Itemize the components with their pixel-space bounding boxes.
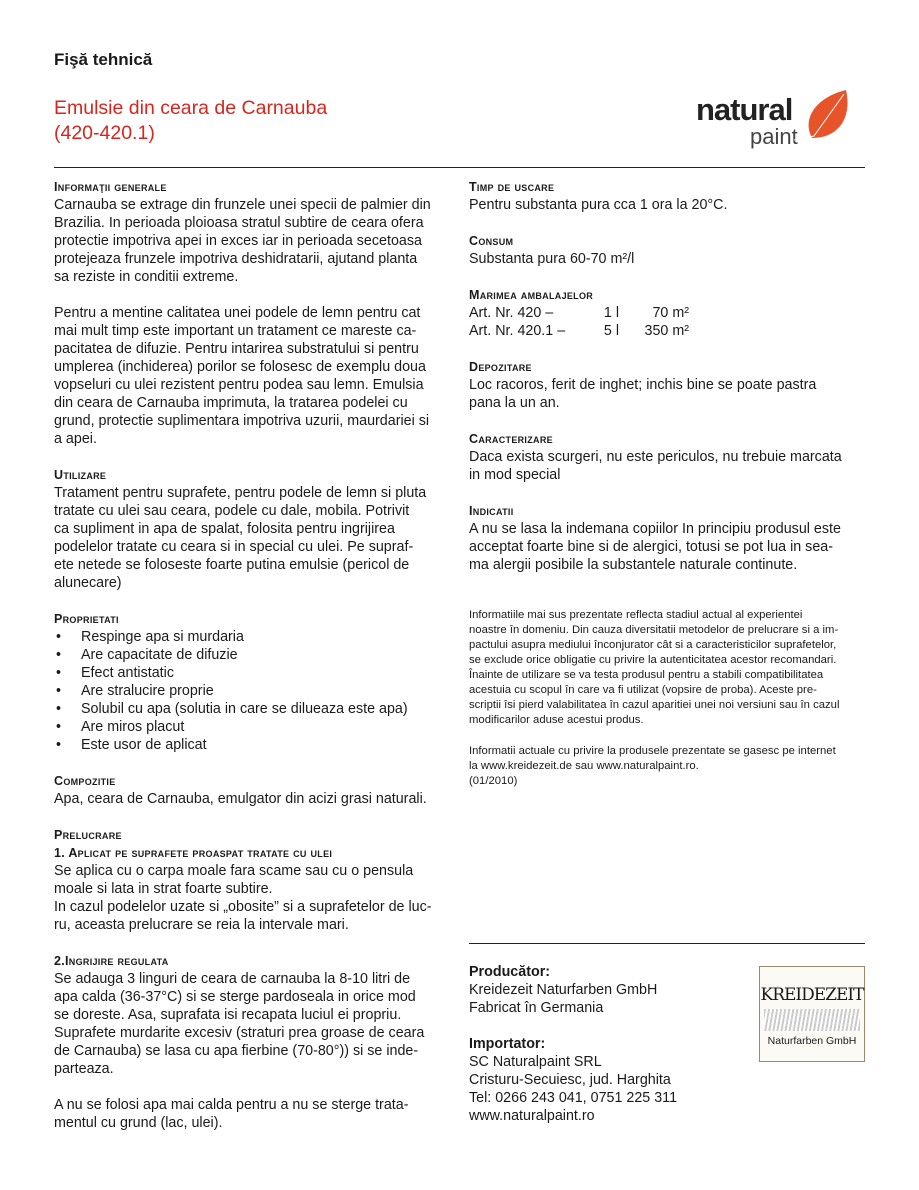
use-heading: Utilizare: [54, 468, 107, 482]
coverage: 350 m²: [644, 323, 689, 339]
art-number: Art. Nr. 420 –: [469, 305, 554, 321]
properties-list: [54, 628, 459, 754]
processing-text-3: A nu se folosi apa mai calda pentru a nu se sterge trata- mentul cu grund (lac, ulei).: [54, 1097, 409, 1131]
use-text: Tratament pentru suprafete, pentru podele de lemn si pluta tratate cu ulei sau ceara, podele cu dale, mobila. Potrivit ca supliment in apa de spalat, folosita pentru ingrijirea podelelor tratate cu ceara si in special cu ulei. Pe supraf- ete netede se foloseste foarte putina emulsie (pericol de alunecare): [54, 485, 427, 591]
processing-text-2: Se adauga 3 linguri de ceara de carnauba la 8-10 litri de apa calda (36-37°C) si se sterge pardoseala in orice mod se doreste. Asa, suprafata isi recapata luciul ei propriu. Suprafete murdarite excesiv (straturi prea groase de ceara de Carnauba) se lasa cu apa fierbine (70-80°)) si se inde- parteaza.: [54, 971, 425, 1077]
producer-heading: Producător:: [469, 964, 551, 980]
importer-heading: Importator:: [469, 1036, 546, 1052]
document-type: Fişă tehnică: [54, 50, 153, 69]
list-item: • Solubil cu apa (solutia in care se dilueaza este apa): [54, 700, 459, 718]
processing-heading: Prelucrare: [54, 828, 122, 842]
general-text-1: Carnauba se extrage din frunzele unei specii de palmier din Brazilia. In perioada ploioasa stratul subtire de ceara ofera protectie impotriva apei in exces iar in perioada secetoasa protejeaza frunzele impotriva deshidratarii, ajutand planta sa reziste in conditii extreme.: [54, 197, 431, 285]
general-text-2: Pentru a mentine calitatea unei podele de lemn pentru cat mai mult timp este important un tratament ce mareste ca- pacitatea de difuzie. Pentru intarirea substratului si pentru umplerea (inchiderea) porilor se folosesc de exemplu doua vopseluri cu ulei rezistent pentru podea sau lemn. Emulsia din ceara de Carnauba imprimuta, la tratarea podelei cu grund, protectie suplimentara impotriva uzurii, maurdariei si a apei.: [54, 305, 430, 447]
producer-block: [469, 963, 749, 1125]
kreidezeit-logo: [759, 966, 865, 1062]
table-row: [469, 304, 689, 322]
indications-heading: Indicatii: [469, 504, 514, 518]
composition-heading: Compozitie: [54, 774, 116, 788]
packaging-heading: Marimea ambalajelor: [469, 288, 594, 302]
product-title: Emulsie din ceara de Carnauba (420-420.1): [54, 97, 328, 144]
drying-text: Pentru substanta pura cca 1 ora la 20°C.: [469, 197, 728, 213]
header-rule: [54, 167, 865, 168]
list-item: • Respinge apa si murdaria: [54, 628, 459, 646]
storage-heading: Depozitare: [469, 360, 532, 374]
kreidezeit-brand: KREIDEZEIT: [760, 985, 864, 1005]
processing-text-1: Se aplica cu o carpa moale fara scame sau cu o pensula moale si lata in strat foarte subtire. In cazul podelelor uzate si „obosite” si a suprafetelor de luc- ru, aceasta prelucrare se reia la intervale mari.: [54, 863, 432, 933]
consumption-text: Substanta pura 60-70 m²/l: [469, 251, 635, 267]
footer-rule: [469, 943, 865, 944]
processing-subheading-2: 2.Ingrijire regulata: [54, 954, 169, 968]
indications-text: A nu se lasa la indemana copiilor In principiu produsul este acceptat foarte bine si de alergici, totusi se pot lua in sea- ma alergii posibile la substantele naturale continute.: [469, 521, 841, 573]
drying-heading: Timp de uscare: [469, 180, 555, 194]
characterization-text: Daca exista scurgeri, nu este periculos, nu trebuie marcata in mod special: [469, 449, 842, 483]
properties-heading: Proprietati: [54, 612, 119, 626]
right-column: [469, 178, 869, 789]
volume: 5 l: [603, 323, 619, 339]
producer-text: Kreidezeit Naturfarben GmbH Fabricat în Germania: [469, 982, 658, 1016]
volume: 1 l: [603, 305, 619, 321]
svg-text:paint: paint: [750, 124, 798, 149]
art-number: Art. Nr. 420.1 –: [469, 323, 566, 339]
general-heading: Informaţii generale: [54, 180, 167, 194]
characterization-heading: Caracterizare: [469, 432, 553, 446]
list-item: • Este usor de aplicat: [54, 736, 459, 754]
natural-paint-logo: [694, 86, 854, 152]
svg-text:natural: natural: [696, 92, 793, 127]
list-item: • Are stralucire proprie: [54, 682, 459, 700]
list-item: • Are miros placut: [54, 718, 459, 736]
coverage: 70 m²: [652, 305, 689, 321]
composition-text: Apa, ceara de Carnauba, emulgator din acizi grasi naturali.: [54, 791, 427, 807]
table-row: [469, 322, 689, 340]
list-item: • Are capacitate de difuzie: [54, 646, 459, 664]
info-text: Informatii actuale cu privire la produsele prezentate se gasesc pe internet la www.kreidezeit.de sau www.naturalpaint.ro. (01/2010): [469, 745, 836, 787]
importer-text: SC Naturalpaint SRL Cristuru-Secuiesc, jud. Harghita Tel: 0266 243 041, 0751 225 311 www.naturalpaint.ro: [469, 1054, 678, 1124]
kreidezeit-subtitle: Naturfarben GmbH: [767, 1035, 857, 1047]
list-item: • Efect antistatic: [54, 664, 459, 682]
disclaimer-text: Informatiile mai sus prezentate reflecta stadiul actual al experientei noastre în domeniu. Din cauza diversitatii metodelor de prelucrare si a im- pactului asupra mediului înconjurator cât si a caracteristicilor suprafetelor, se exclude orice obligatie cu privire la autenticitatea acestor recomandari. Înainte de utilizare se va testa produsul pentru a stabili compatibilitatea acestuia cu scopul în care va fi utilizat (vopsire de proba). Aceste pre- scriptii îsi pierd valabilitatea în cazul aparitiei unei noi versiuni sau în cazul modificarilor aduse acestui produs.: [469, 609, 840, 726]
left-column: [54, 178, 459, 1132]
strata-graphic: [764, 1009, 860, 1031]
consumption-heading: Consum: [469, 234, 514, 248]
storage-text: Loc racoros, ferit de inghet; inchis bine se poate pastra pana la un an.: [469, 377, 817, 411]
processing-subheading-1: 1. Aplicat pe suprafete proaspat tratate cu ulei: [54, 846, 333, 860]
packaging-table: [469, 304, 689, 340]
